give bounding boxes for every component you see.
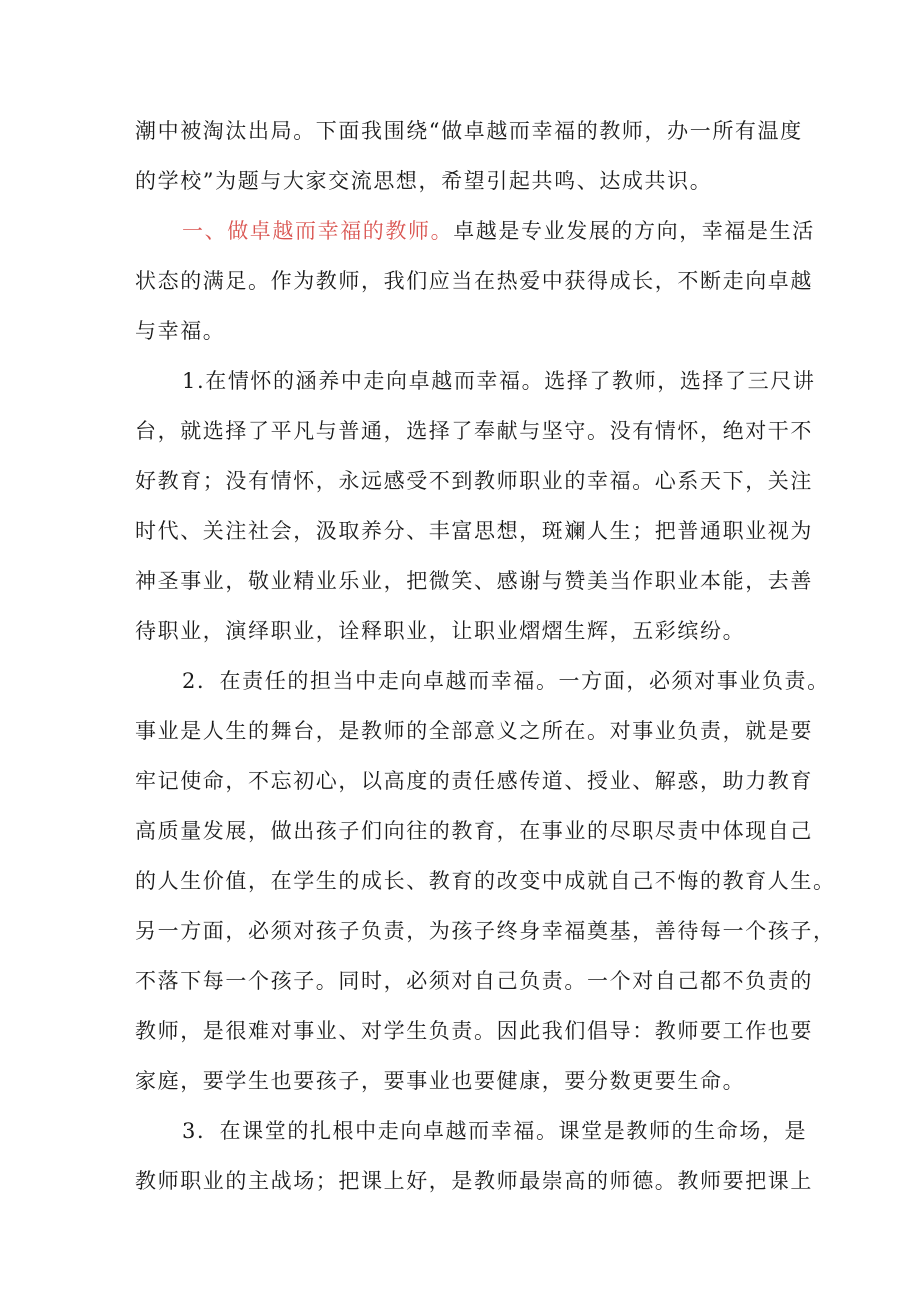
section-heading-continuation: 卓越是专业发展的方向，幸福是生活 — [453, 219, 815, 243]
subsection-2-line: 2．在责任的担当中走向卓越而幸福。一方面，必须对事业负责。 — [182, 669, 830, 693]
text-line: 的学校”为题与大家交流思想，希望引起共鸣、达成共识。 — [135, 169, 713, 193]
text-line: 好教育；没有情怀，永远感受不到教师职业的幸福。心系天下，关注 — [135, 469, 813, 493]
text-line: 教师，是很难对事业、对学生负责。因此我们倡导：教师要工作也要 — [135, 1019, 813, 1043]
text-line: 教师职业的主战场；把课上好，是教师最崇高的师德。教师要把课上 — [135, 1169, 813, 1193]
section-heading: 一、做卓越而幸福的教师。 — [182, 219, 454, 243]
text-line: 高质量发展，做出孩子们向往的教育，在事业的尽职尽责中体现自己 — [135, 819, 813, 843]
text-line: 台，就选择了平凡与普通，选择了奉献与坚守。没有情怀，绝对干不 — [135, 419, 813, 443]
text-line: 的人生价值，在学生的成长、教育的改变中成就自己不悔的教育人生。 — [135, 869, 836, 893]
section-heading-line — [182, 216, 815, 246]
text-line: 潮中被淘汰出局。下面我围绕“做卓越而幸福的教师，办一所有温度 — [135, 119, 803, 143]
subsection-3-line: 3．在课堂的扎根中走向卓越而幸福。课堂是教师的生命场，是 — [182, 1119, 808, 1143]
text-line: 牢记使命，不忘初心，以高度的责任感传道、授业、解惑，助力教育 — [135, 769, 813, 793]
subsection-1-line: 1.在情怀的涵养中走向卓越而幸福。选择了教师，选择了三尺讲 — [182, 369, 816, 393]
text-line: 待职业，演绎职业，诠释职业，让职业熠熠生辉，五彩缤纷。 — [135, 619, 746, 643]
text-line: 神圣事业，敬业精业乐业，把微笑、感谢与赞美当作职业本能，去善 — [135, 569, 813, 593]
text-line: 家庭，要学生也要孩子，要事业也要健康，要分数更要生命。 — [135, 1069, 746, 1093]
text-line: 与幸福。 — [135, 319, 226, 343]
text-line: 事业是人生的舞台，是教师的全部意义之所在。对事业负责，就是要 — [135, 719, 813, 743]
text-line: 另一方面，必须对孩子负责，为孩子终身幸福奠基，善待每一个孩子， — [135, 919, 836, 943]
text-line: 不落下每一个孩子。同时，必须对自己负责。一个对自己都不负责的 — [135, 969, 813, 993]
text-line: 状态的满足。作为教师，我们应当在热爱中获得成长，不断走向卓越 — [135, 269, 813, 293]
text-line: 时代、关注社会，汲取养分、丰富思想，斑斓人生；把普通职业视为 — [135, 519, 813, 543]
